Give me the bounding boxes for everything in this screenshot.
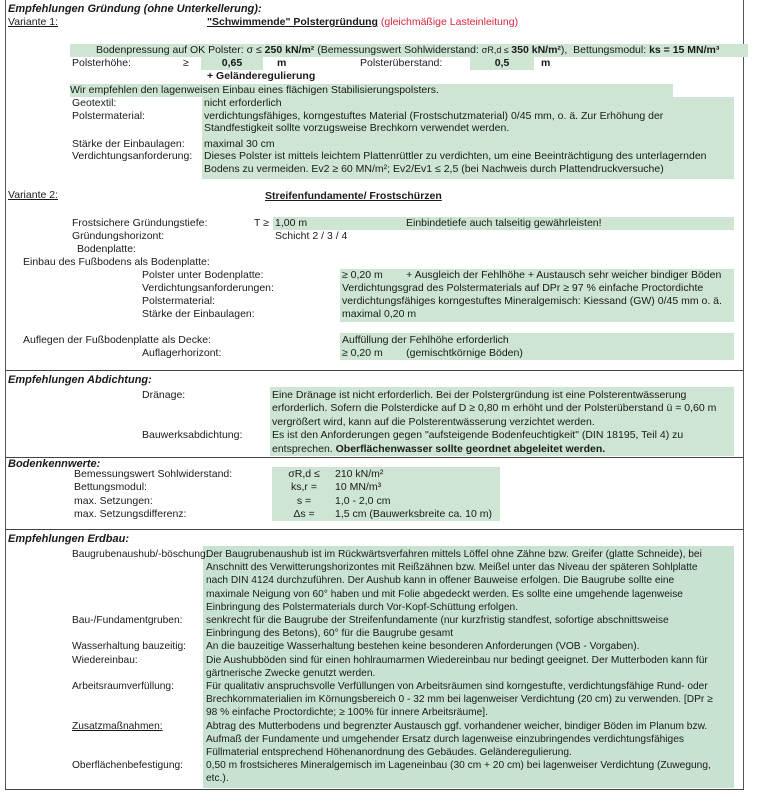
erdbau-label-arbeitsraum: Arbeitsraumverfüllung: [72,681,174,693]
frost-operator: T ≥ [254,217,269,229]
erdbau-baugrube-1: Der Baugrubenaushub ist im Rückwärtsverfahren mittels Löffel ohne Zähne bzw. Greifer (glatte Schneide), bei [206,549,702,560]
bk-label-bettungsmodul: Bettungsmodul: [74,481,147,494]
bk-value-setzungen: 1,0 - 2,0 cm [335,494,391,507]
polsterueberstand-value: 0,5 [470,57,534,70]
polsterhoehe-unit: m [277,57,287,69]
auflager-value: ≥ 0,20 m (gemischtkörnige Böden) [342,347,523,359]
draenage-line-3: vergrößert wird, kann auf die Polsterentwässerung verzichtet werden. [272,415,595,428]
bauwerk-label: Bauwerksabdichtung: [142,429,243,441]
erdbau-label-zusatz: Zusatzmaßnahmen: [72,720,163,732]
draenage-label: Dränage: [142,389,186,401]
bk-symbol-setzungsdifferenz: Δs = [293,507,315,520]
erdbau-baugrube-4: maximale Neigung von 60° haben und mit Folie abgedeckt werden. Es sollte eine umgehende lagenweise [206,588,683,600]
polsterueberstand-unit: m [541,57,551,69]
variante-1-label: Variante 1: [8,16,59,28]
erdbau-label-wasserhaltung: Wasserhaltung bauzeitig: [72,641,187,653]
variante-2-label: Variante 2: [8,189,59,201]
draenage-line-2: erforderlich. Sofern die Polsterdicke auf D ≥ 0,80 m erhöht und der Polsterüberstand ü = 0,60 m [272,402,717,415]
erdbau-wiedereinbau-1: Die Aushubböden sind für einen hohlraumarmen Wiedereinbau nur bedingt geeignet. Der Mutterboden kann für [206,654,708,666]
gelaenderegulierung: + Geländeregulierung [207,70,316,82]
erdbau-zusatz-3: Füllmaterial entsprechend Höhenanordnung des Gebäudes. Geländeregulierung. [206,747,572,759]
bauwerk-line-2-bold: Oberflächenwasser sollte geordnet abgeleitet werden. [335,442,606,455]
bemessung-label: (Bemessungswert Sohlwiderstand: [314,44,482,56]
frost-note: Einbindetiefe auch talseitig gewährleisten! [406,217,602,229]
erdbau-fundament-1: senkrecht für die Baugrube der Streifenfundamente (nur kurzfristig standfest, sofortige abschnittsweise [206,615,669,627]
erdbau-labels [72,548,209,772]
v1-values [204,97,707,176]
value-polstermaterial-2: Standfestigkeit sollte vorzugsweise Brechkorn verwendet werden. [204,122,510,135]
bettungsmodul-label: Bettungsmodul: [573,44,650,56]
polsterhoehe-value: 0,65 [201,57,263,70]
einbau-value-staerke: maximal 0,20 m [342,308,417,320]
v1-labels [72,97,192,163]
erdbau-oberflaeche-2: etc.). [206,773,229,785]
bk-value-sohlwiderstand: 210 kN/m² [335,468,384,480]
erdbau-label-baugrube: Baugrubenaushub/-böschung: [72,549,209,560]
bauwerk-line-2 [272,443,716,456]
erdbau-arbeitsraum-1: Für qualitativ anspruchsvolle Verfüllungen von Arbeitsräumen sind korngestufte, verdichtungsfähige Rund- oder [206,681,708,693]
label-polstermaterial: Polstermaterial: [72,109,145,122]
erdbau-baugrube-3: nach DIN 4124 durchzuführen. Der Aushub kann in offener Bauweise erfolgen. Die Baugrube sollte eine [206,575,675,587]
einbau-value-verdichtung: Verdichtungsgrad des Polstermaterials auf DPr ≥ 97 % einfache Proctordichte [342,282,704,294]
bemessung-suffix: ), [560,44,568,56]
erdbau-arbeitsraum-2: Brechkornmaterialien im Körnungsbereich 0 - 32 mm bei lagenweiser Verdichtung (20 cm) zu verwenden. [DPr ≥ [206,694,713,706]
frost-label: Frostsichere Gründungstiefe: [72,217,208,229]
draenage-text [272,389,716,456]
empfehlung-text: Wir empfehlen den lagenweisen Einbau eines flächigen Stabilisierungspolsters. [70,84,673,97]
horizont-label: Gründungshorizont: [72,230,165,242]
bauwerk-line-2-prefix: entsprechen. [272,442,336,455]
value-polstermaterial-1: verdichtungsfähiges, korngestuftes Material (Frostschutzmaterial) 0/45 mm, o. ä. Zur Erhöhung der [204,109,664,122]
erdbau-fundament-2: Einbringung des Betons), 60° für die Baugrube gesamt [206,628,454,640]
einbau-label-verdichtung: Verdichtungsanforderungen: [142,282,274,294]
value-geotextil: nicht erforderlich [204,97,282,109]
einbau-label-material: Polstermaterial: [142,295,215,307]
decke-label: Auflegen der Fußbodenplatte als Decke: [23,334,211,346]
value-verdichtung-2: Bodens zu vermeiden. Ev2 ≥ 60 MN/m²; Ev2/Ev1 ≤ 2,5 (bei Nachweis durch Plattendruckversuche) [204,162,664,175]
erdbau-label-oberflaeche: Oberflächenbefestigung: [72,760,184,772]
erdbau-wiedereinbau-2: gärtnerische Zwecke genutzt werden. [206,667,376,679]
einbau-label-staerke: Stärke der Einbaulagen: [142,308,255,320]
bk-label-setzungen: max. Setzungen: [74,494,153,507]
decke-value: Auffüllung der Fehlhöhe erforderlich [342,334,509,346]
bodenkennwerte-values [335,468,492,521]
erdbau-label-wiedereinbau: Wiedereinbau: [72,654,138,666]
erdbau-zusatz-2: Aufmaß der Fundamente und umgehender Ersatz durch lagenweise einzubringendes verdichtungsfähiges [206,733,684,745]
heading-abdichtung: Empfehlungen Abdichtung: [8,374,152,386]
heading-gruendung: Empfehlungen Gründung (ohne Unterkellerung): [8,3,262,15]
einbau-labels [142,269,274,321]
value-verdichtung-1: Dieses Polster ist mittels leichtem Plattenrüttler zu verdichten, um eine Beeinträchtigung des unterlagernden [204,150,707,163]
erdbau-baugrube-2: Anschnitt des Verwitterungshorizontes mit Reißzähnen bzw. Meißel unter das Niveau der späteren Sohlplatte [206,562,698,574]
bodenpressung-label: Bodenpressung auf OK Polster: σ ≤ [96,44,265,56]
erdbau-zusatz-1: Abtrag des Mutterbodens und begrenzter Austausch ggf. vorhandener weicher, bindiger Böden im Planum bzw. [206,720,708,732]
bk-symbol-sohlwiderstand: σR,d ≤ [288,468,320,480]
erdbau-oberflaeche-1: 0,50 m frostsicheres Mineralgemisch im Lageneinbau (30 cm + 20 cm) bei lagenweiser Verdichtung (Zuwegung, [206,760,711,772]
polsterhoehe-label: Polsterhöhe: [72,57,131,69]
variante-2-title: Streifenfundamente/ Frostschürzen [265,190,442,202]
bauwerk-line-1: Es ist den Anforderungen gegen "aufsteigende Bodenfeuchtigkeit" (DIN 18195, Teil 4) zu [272,429,684,442]
bodenpressung-value: 250 kN/m² [264,44,315,56]
variante-1-note: (gleichmäßige Lasteinleitung) [380,16,519,28]
bodenpressung-row [70,44,748,57]
polsterueberstand-label: Polsterüberstand: [360,57,443,69]
bk-label-sohlwiderstand: Bemessungswert Sohlwiderstand: [74,468,233,480]
erdbau-values [206,548,713,786]
horizont-value: Schicht 2 / 3 / 4 [275,230,348,242]
bk-label-setzungsdifferenz: max. Setzungsdifferenz: [74,507,187,520]
erdbau-baugrube-5: Einbringung des Polstermaterials durch Vor-Kopf-Schüttung erfolgen. [206,601,519,613]
value-staerke: maximal 30 cm [204,137,275,150]
bk-symbol-setzungen: s = [296,494,312,507]
label-staerke: Stärke der Einbaulagen: [72,137,185,150]
einbau-label-polster: Polster unter Bodenplatte: [142,269,264,281]
auflager-label: Auflagerhorizont: [142,347,222,359]
label-verdichtung: Verdichtungsanforderung: [72,150,193,163]
frost-value: 1,00 m [275,217,308,229]
bk-value-bettungsmodul: 10 MN/m³ [335,481,382,494]
erdbau-wasserhaltung-1: An die bauzeitige Wasserhaltung bestehen keine besonderen Anforderungen (VOB - Vorgaben). [206,641,640,653]
draenage-line-1: Eine Dränage ist nicht erforderlich. Bei der Polstergründung ist eine Polsterentwässerung [272,389,687,401]
bk-value-setzungsdifferenz: 1,5 cm (Bauwerksbreite ca. 10 m) [335,507,492,520]
heading-erdbau: Empfehlungen Erdbau: [8,533,129,545]
bodenkennwerte-symbols [284,468,324,521]
bodenkennwerte-labels [74,468,232,521]
einbau-label: Einbau des Fußbodens als Bodenplatte: [23,256,210,268]
einbau-value-polster: ≥ 0,20 m + Ausgleich der Fehlhöhe + Austausch sehr weicher bindiger Böden [342,269,722,281]
heading-bodenkennwerte: Bodenkennwerte: [8,458,101,470]
einbau-values [342,269,722,321]
variante-1-title: "Schwimmende" Polstergründung [207,16,378,28]
bemessung-symbol: σR,d ≤ [481,45,512,55]
erdbau-arbeitsraum-3: 98 % einfache Proctordichte; ≥ 100% für innere Arbeitsräume]. [206,707,488,719]
bettungsmodul-value: ks = 15 MN/m³ [649,44,720,56]
erdbau-label-fundamentgruben: Bau-/Fundamentgruben: [72,615,183,627]
label-geotextil: Geotextil: [72,97,117,109]
bk-symbol-bettungsmodul: ks,r = [291,481,317,494]
bemessung-value: 350 kN/m² [511,44,561,56]
variante-1-title-line [207,16,518,29]
bodenplatte-label: Bodenplatte: [77,243,136,255]
polsterhoehe-operator: ≥ [183,57,189,69]
einbau-value-material: verdichtungsfähiges korngestuftes Mineralgemisch: Kiessand (GW) 0/45 mm o. ä. [342,295,722,307]
